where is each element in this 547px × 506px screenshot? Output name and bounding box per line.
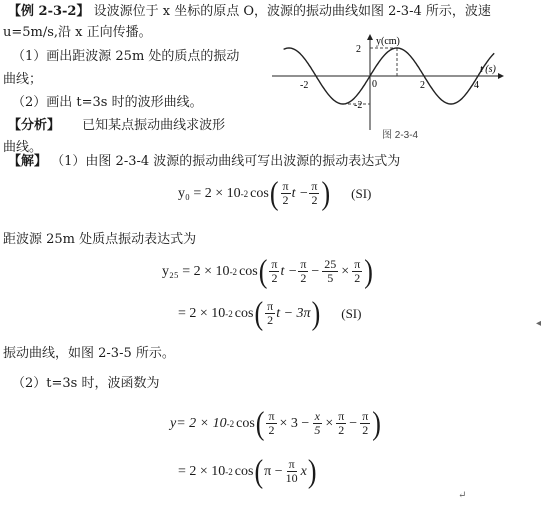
eq4-f1n: π — [268, 409, 275, 423]
eq5-paren-open: ( — [254, 452, 264, 489]
analysis-text: 已知某点振动曲线求波形 — [82, 118, 226, 133]
eq4-f2d: 5 — [314, 423, 321, 437]
eq3-frac-1 — [265, 300, 275, 327]
eq5-exp: -2 — [225, 466, 233, 477]
eq3-paren-open: ( — [254, 294, 264, 331]
margin-mark: ◂ — [536, 318, 542, 329]
eq4-f2n: x — [314, 409, 320, 423]
question-1a: （1）画出距波源 25m 处的质点的振动 — [12, 49, 240, 64]
eq4-f3n: π — [338, 409, 345, 423]
t-axis-arrow-icon — [498, 73, 504, 79]
y-axis-label: y(cm) — [376, 36, 400, 47]
eq4-f1d: 2 — [268, 423, 275, 437]
eq1-frac-2 — [309, 180, 319, 207]
eq4-paren-open: ( — [255, 404, 265, 441]
y-tick-2: 2 — [356, 44, 361, 55]
curve-note: 振动曲线，如图 2-3-5 所示。 — [3, 346, 175, 361]
eq4-exp: -2 — [226, 418, 235, 429]
eq3-exp: -2 — [225, 308, 233, 319]
eq4-f4d: 2 — [362, 423, 369, 437]
analysis-line — [8, 116, 225, 136]
eq1-unit: (SI) — [351, 185, 372, 201]
eq4-frac-4 — [360, 410, 370, 437]
eq3-f1d: 2 — [267, 313, 274, 327]
eq3-cos: cos — [234, 305, 254, 321]
eq1-exp: -2 — [240, 188, 249, 199]
part-2-line: （2）t=3s 时，波函数为 — [12, 376, 160, 391]
solution-intro: （1）由图 2-3-4 波源的振动曲线可写出波源的振动表达式为 — [51, 154, 401, 169]
eq2-lhs: y₂₅ = 2 × 10 — [162, 263, 230, 279]
eq4-frac-3 — [336, 410, 346, 437]
eq5-post: x — [300, 463, 307, 479]
eq2-minus: − — [311, 263, 320, 279]
eq5-frac-1 — [284, 458, 300, 485]
eq2-f4n: π — [354, 257, 361, 271]
eq5-f1d: 10 — [285, 471, 298, 485]
figure-caption: 图 2-3-4 — [382, 130, 419, 141]
equation-3 — [178, 294, 362, 331]
eq4-t: × 3 − — [279, 415, 310, 431]
eq2-t: t − — [280, 263, 298, 279]
analysis-line-2: 曲线。 — [3, 140, 43, 155]
eq4-cos: cos — [236, 415, 255, 431]
eq4-frac-2 — [312, 410, 322, 437]
example-text-1: 设波源位于 x 坐标的原点 O，波源的振动曲线如图 2-3-4 所示，波速 — [93, 4, 491, 19]
eq4-times: × — [325, 415, 334, 431]
question-2: （2）画出 t=3s 时的波形曲线。 — [12, 95, 203, 110]
eq4-lhs: y= 2 × 10 — [170, 415, 227, 431]
eq1-f1d: 2 — [282, 193, 289, 207]
eq3-paren-close: ) — [311, 294, 321, 331]
eq4-paren-close: ) — [372, 404, 381, 441]
eq3-lhs: = 2 × 10 — [178, 305, 226, 321]
eq2-f4d: 2 — [354, 271, 361, 285]
eq5-cos: cos — [234, 463, 254, 479]
eq5-f1n: π — [288, 457, 295, 471]
vibration-curve-figure — [268, 32, 508, 132]
eq1-paren-open: ( — [269, 174, 279, 211]
question-1b: 曲线； — [3, 72, 43, 87]
eq1-frac-1 — [281, 180, 291, 207]
equation-4 — [170, 404, 382, 441]
at-25m-line: 距波源 25m 处质点振动表达式为 — [3, 232, 197, 247]
y-axis-arrow-icon — [367, 34, 373, 40]
eq4-minus: − — [349, 415, 358, 431]
eq3-unit: (SI) — [341, 305, 362, 321]
eq2-f1n: π — [271, 257, 278, 271]
eq2-exp: -2 — [229, 266, 238, 277]
eq2-cos: cos — [239, 263, 258, 279]
eq1-lhs: y₀ = 2 × 10 — [178, 185, 241, 201]
equation-5 — [178, 452, 318, 489]
solution-intro-line — [8, 152, 400, 172]
eq1-f2d: 2 — [311, 193, 318, 207]
x-axis-label: t (s) — [480, 64, 496, 75]
analysis-label: 【分析】 — [8, 118, 61, 133]
eq2-frac-2 — [298, 258, 308, 285]
eq1-t: t − — [291, 185, 309, 201]
eq2-frac-4 — [352, 258, 362, 285]
eq5-pre: π − — [264, 463, 283, 479]
example-line-2: u=5m/s,沿 x 正向传播。 — [3, 25, 152, 40]
eq3-f1n: π — [267, 299, 274, 313]
eq4-frac-1 — [266, 410, 276, 437]
x-tick-4: 4 — [474, 80, 479, 91]
eq2-f3d: 5 — [327, 271, 334, 285]
solution-label: 【解】 — [8, 154, 48, 169]
eq1-f1n: π — [282, 179, 289, 193]
eq4-f3d: 2 — [338, 423, 345, 437]
y-tick-neg2: -2 — [354, 100, 363, 111]
eq1-cos: cos — [250, 185, 269, 201]
x-tick-2: 2 — [420, 80, 425, 91]
x-tick-neg2: -2 — [300, 80, 309, 91]
eq1-f2n: π — [311, 179, 318, 193]
eq2-f1d: 2 — [271, 271, 278, 285]
example-line-1 — [8, 2, 491, 22]
eq2-f2n: π — [300, 257, 307, 271]
eq2-f3n: 25 — [324, 257, 337, 271]
eq5-lhs: = 2 × 10 — [178, 463, 226, 479]
eq2-times: × — [341, 263, 350, 279]
eq5-paren-close: ) — [307, 452, 317, 489]
return-mark: ↵ — [458, 490, 467, 501]
eq3-rest: t − 3π — [276, 305, 311, 321]
eq2-frac-1 — [269, 258, 279, 285]
eq2-f2d: 2 — [300, 271, 307, 285]
equation-1 — [178, 174, 372, 211]
example-label: 【例 2-3-2】 — [8, 4, 90, 19]
origin-label: 0 — [372, 79, 377, 90]
eq2-paren-open: ( — [258, 252, 268, 289]
eq2-paren-close: ) — [364, 252, 373, 289]
eq1-paren-close: ) — [321, 174, 331, 211]
eq2-frac-3 — [322, 258, 338, 285]
eq4-f4n: π — [362, 409, 369, 423]
equation-2 — [162, 252, 374, 289]
